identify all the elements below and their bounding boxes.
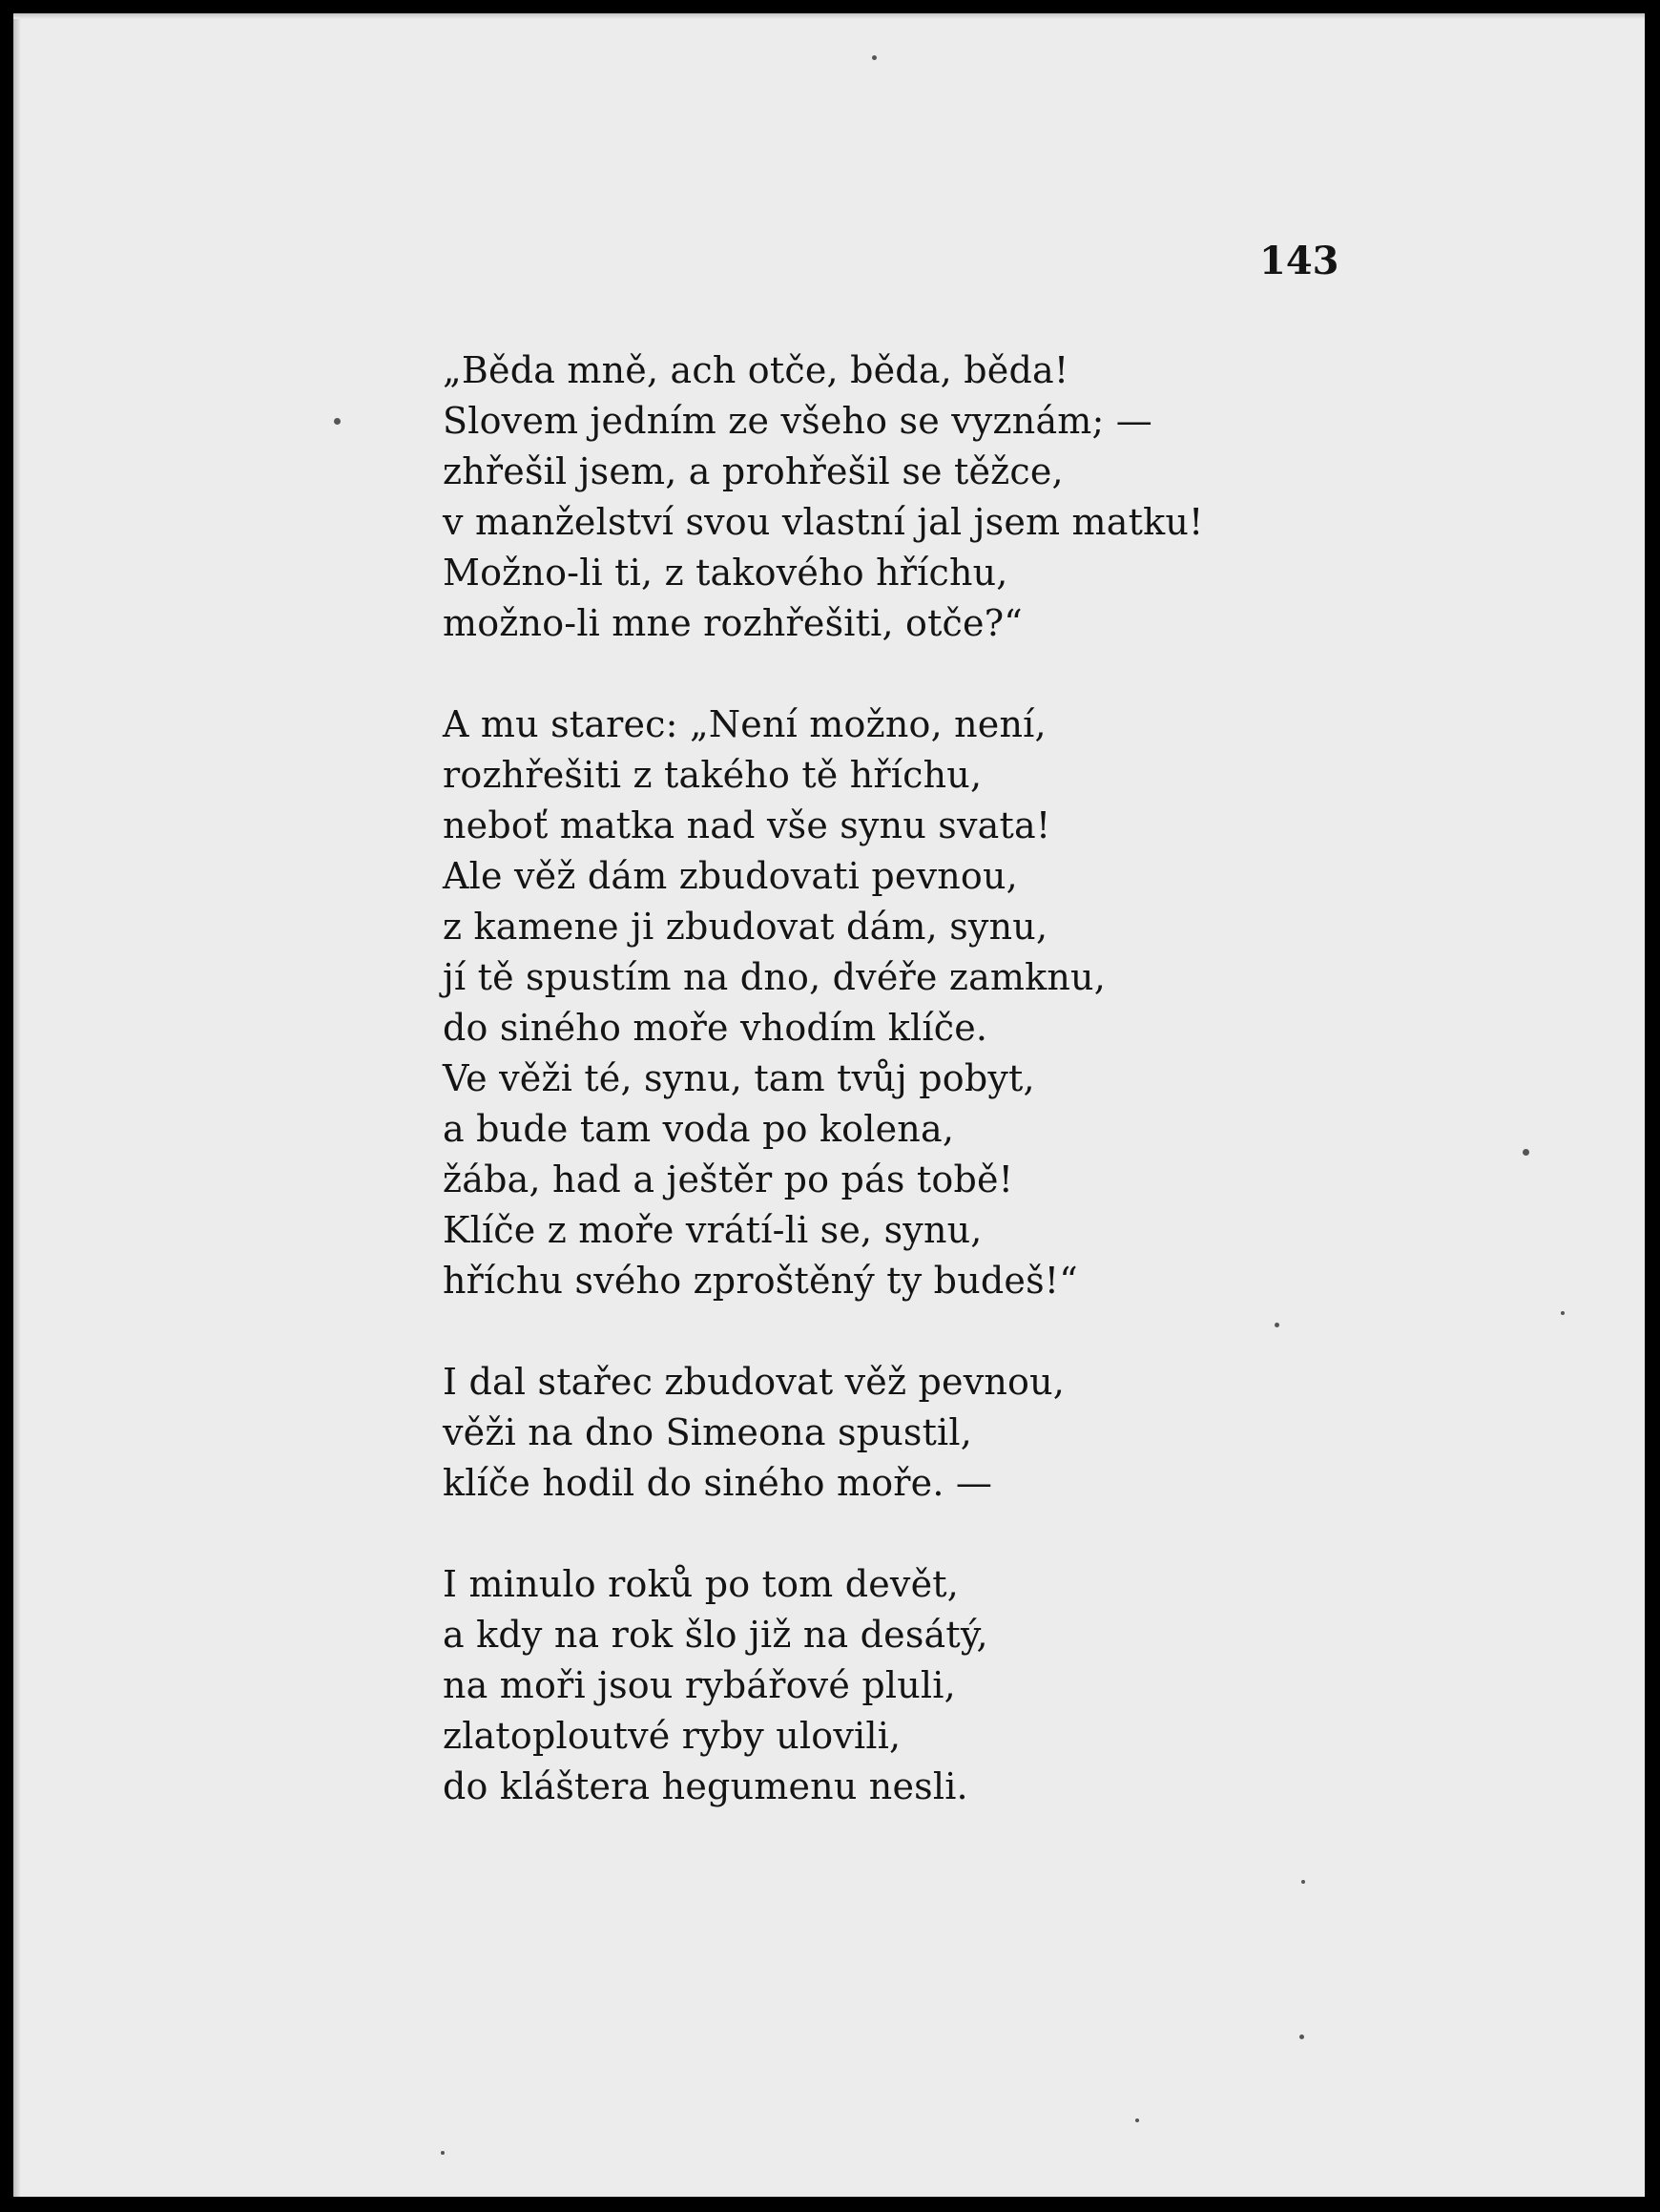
poem-line: žába, had a ještěr po pás tobě! xyxy=(443,1158,1014,1200)
poem-line: neboť matka nad vše synu svata! xyxy=(443,804,1051,846)
poem-line: Slovem jedním ze všeho se vyznám; — xyxy=(443,400,1153,442)
dust-speck xyxy=(1135,2118,1139,2122)
poem-line: do siného moře vhodím klíče. xyxy=(443,1007,988,1049)
poem-line: Ale věž dám zbudovati pevnou, xyxy=(443,855,1018,897)
book-page xyxy=(13,13,1645,2197)
poem-line: Ve věži té, synu, tam tvůj pobyt, xyxy=(443,1057,1035,1099)
poem-line: klíče hodil do siného moře. — xyxy=(443,1462,993,1504)
dust-speck xyxy=(1275,1323,1279,1327)
poem-line: zlatoploutvé ryby ulovili, xyxy=(443,1715,902,1757)
stanza-1 xyxy=(443,345,1203,649)
poem-line: z kamene ji zbudovat dám, synu, xyxy=(443,906,1048,948)
poem-line: v manželství svou vlastní jal jsem matku! xyxy=(443,501,1204,543)
poem-line: věži na dno Simeona spustil, xyxy=(443,1411,973,1453)
stanza-3 xyxy=(443,1357,1203,1509)
dust-speck xyxy=(1561,1311,1565,1315)
poem-line: „Běda mně, ach otče, běda, běda! xyxy=(443,349,1069,391)
poem-line: rozhřešiti z takého tě hříchu, xyxy=(443,754,983,796)
poem-line: a bude tam voda po kolena, xyxy=(443,1108,955,1150)
poem-line: I minulo roků po tom devět, xyxy=(443,1563,960,1605)
poem-line: A mu starec: „Není možno, není, xyxy=(443,703,1047,745)
dust-speck xyxy=(1523,1149,1529,1156)
stanza-4 xyxy=(443,1559,1203,1812)
poem-line: zhřešil jsem, a prohřešil se těžce, xyxy=(443,450,1064,492)
poem-line: Možno-li ti, z takového hříchu, xyxy=(443,552,1008,594)
stanza-2 xyxy=(443,699,1203,1306)
dust-speck xyxy=(1299,2035,1304,2039)
page-edge-shadow-top xyxy=(13,13,1645,19)
poem-line: Klíče z moře vrátí-li se, synu, xyxy=(443,1209,983,1251)
poem-line: možno-li mne rozhřešiti, otče?“ xyxy=(443,602,1023,644)
dust-speck xyxy=(1301,1880,1305,1884)
poem-line: do kláštera hegumenu nesli. xyxy=(443,1765,968,1807)
page-edge-shadow-left xyxy=(13,13,21,2197)
poem-line: I dal stařec zbudovat věž pevnou, xyxy=(443,1361,1066,1403)
dust-speck xyxy=(872,55,877,60)
dust-speck xyxy=(334,418,341,425)
poem-line: na moři jsou rybářové pluli, xyxy=(443,1664,956,1706)
poem-line: hříchu svého zproštěný ty budeš!“ xyxy=(443,1260,1078,1302)
dust-speck xyxy=(441,2151,445,2155)
page-number: 143 xyxy=(1259,239,1339,283)
poem-text xyxy=(443,345,1203,1812)
poem-line: a kdy na rok šlo již na desátý, xyxy=(443,1614,988,1656)
poem-line: jí tě spustím na dno, dvéře zamknu, xyxy=(443,956,1107,998)
